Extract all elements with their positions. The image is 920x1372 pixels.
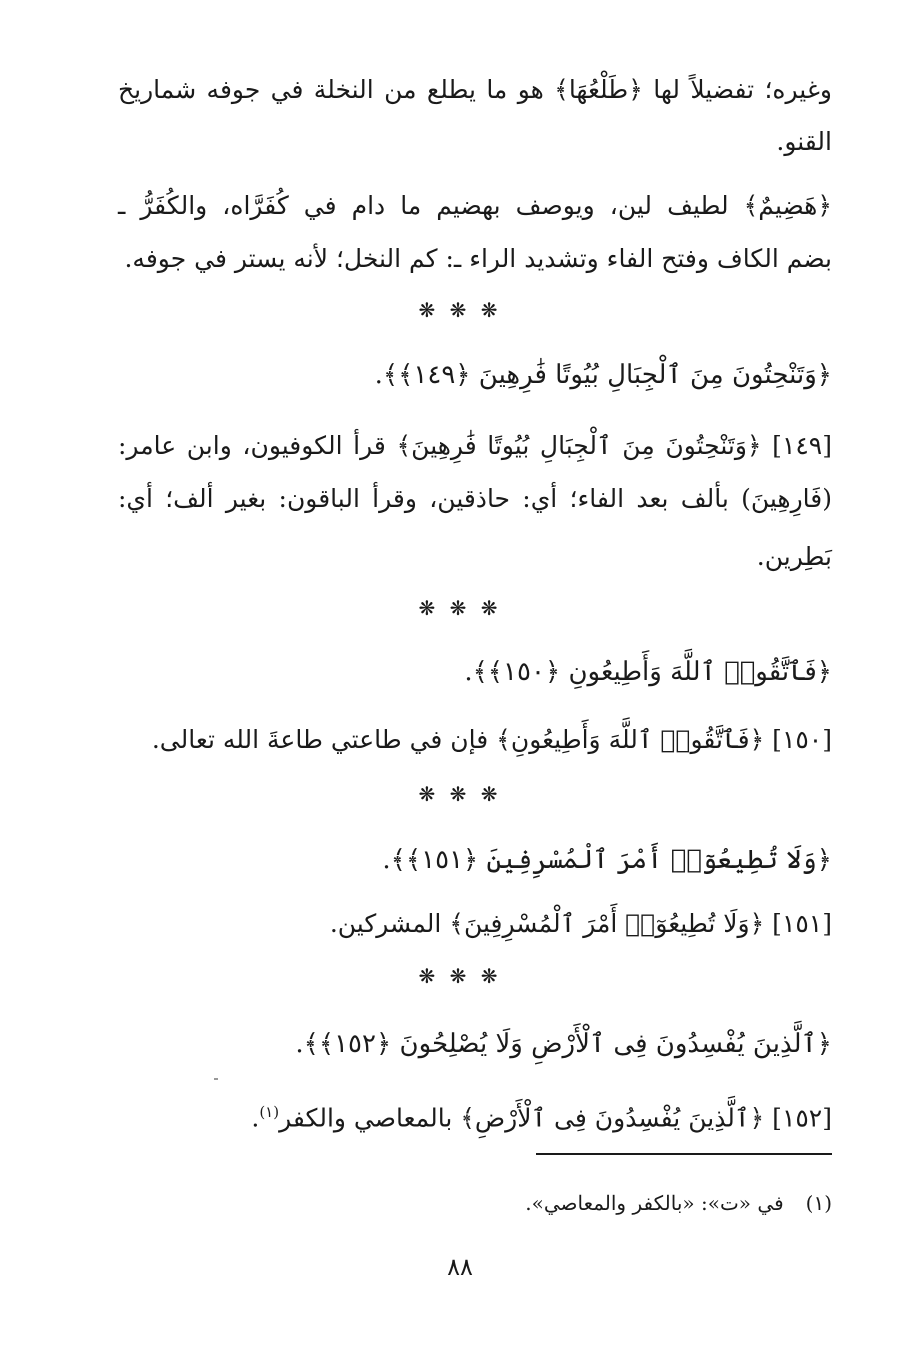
verse-150: ﴿فَٱتَّقُوا۟ ٱللَّهَ وَأَطِيعُونِ ﴿١٥٠﴾﴾. [464,657,832,687]
text-line-2: القنو. [776,127,832,156]
footnote-number: (١) [805,1191,832,1215]
text-line-3: ﴿هَضِيمٌ﴾ لطيف لين، ويوصف بهضيم ما دام في كُفَرَّاه، والكُفَرُّ ـ [118,191,832,220]
section-separator: ❋ ❋ ❋ [418,964,502,988]
text-line-149-a: [١٤٩] ﴿وَتَنْحِتُونَ مِنَ ٱلْجِبَالِ بُيُوتًا فَٰرِهِينَ﴾ قرأ الكوفيون، وابن عامر: [118,431,832,460]
text-line-152-body: [١٥٢] ﴿ٱلَّذِينَ يُفْسِدُونَ فِى ٱلْأَرْضِ﴾ بالمعاصي والكفر [279,1103,832,1133]
footnote-divider [536,1153,832,1155]
footnote [525,1188,832,1218]
section-separator: ❋ ❋ ❋ [418,298,502,322]
text-line-149-b: (فَارِهِينَ) بألف بعد الفاء؛ أي: حاذقين، وقرأ الباقون: بغير ألف؛ أي: [118,484,832,513]
text-line-152: [١٥٢] ﴿ٱلَّذِينَ يُفْسِدُونَ فِى ٱلْأَرْضِ﴾ بالمعاصي والكفر$^{(١)}$. [251,1103,832,1133]
verse-152: ﴿ٱلَّذِينَ يُفْسِدُونَ فِى ٱلْأَرْضِ وَلَا يُصْلِحُونَ ﴿١٥٢﴾﴾. [295,1029,832,1059]
footnote-text: في «ت»: «بالكفر والمعاصي». [525,1191,784,1215]
page-number: ٨٨ [447,1253,473,1281]
section-separator: ❋ ❋ ❋ [418,782,502,806]
verse-149: ﴿وَتَنْحِتُونَ مِنَ ٱلْجِبَالِ بُيُوتًا فَٰرِهِينَ ﴿١٤٩﴾﴾. [374,360,832,390]
text-line-4: بضم الكاف وفتح الفاء وتشديد الراء ـ: كم النخل؛ لأنه يستر في جوفه. [124,244,832,273]
scan-speck [214,1078,218,1080]
text-line-150: [١٥٠] ﴿فَٱتَّقُوا۟ ٱللَّهَ وَأَطِيعُونِ﴾ فإن في طاعتي طاعةَ الله تعالى. [151,725,832,754]
verse-151: ﴿وَلَا تُطِيعُوٓا۟ أَمْرَ ٱلْمُسْرِفِينَ ﴿١٥١﴾﴾. [382,845,832,875]
text-line-151: [١٥١] ﴿وَلَا تُطِيعُوٓا۟ أَمْرَ ٱلْمُسْرِفِينَ﴾ المشركين. [329,909,832,938]
section-separator: ❋ ❋ ❋ [418,596,502,620]
text-line-149-c: بَطِرين. [756,542,832,571]
text-line-1: وغيره؛ تفضيلاً لها ﴿طَلْعُهَا﴾ هو ما يطلع من النخلة في جوفه شماريخ [118,75,832,104]
footnote-reference: (١) [259,1103,280,1121]
